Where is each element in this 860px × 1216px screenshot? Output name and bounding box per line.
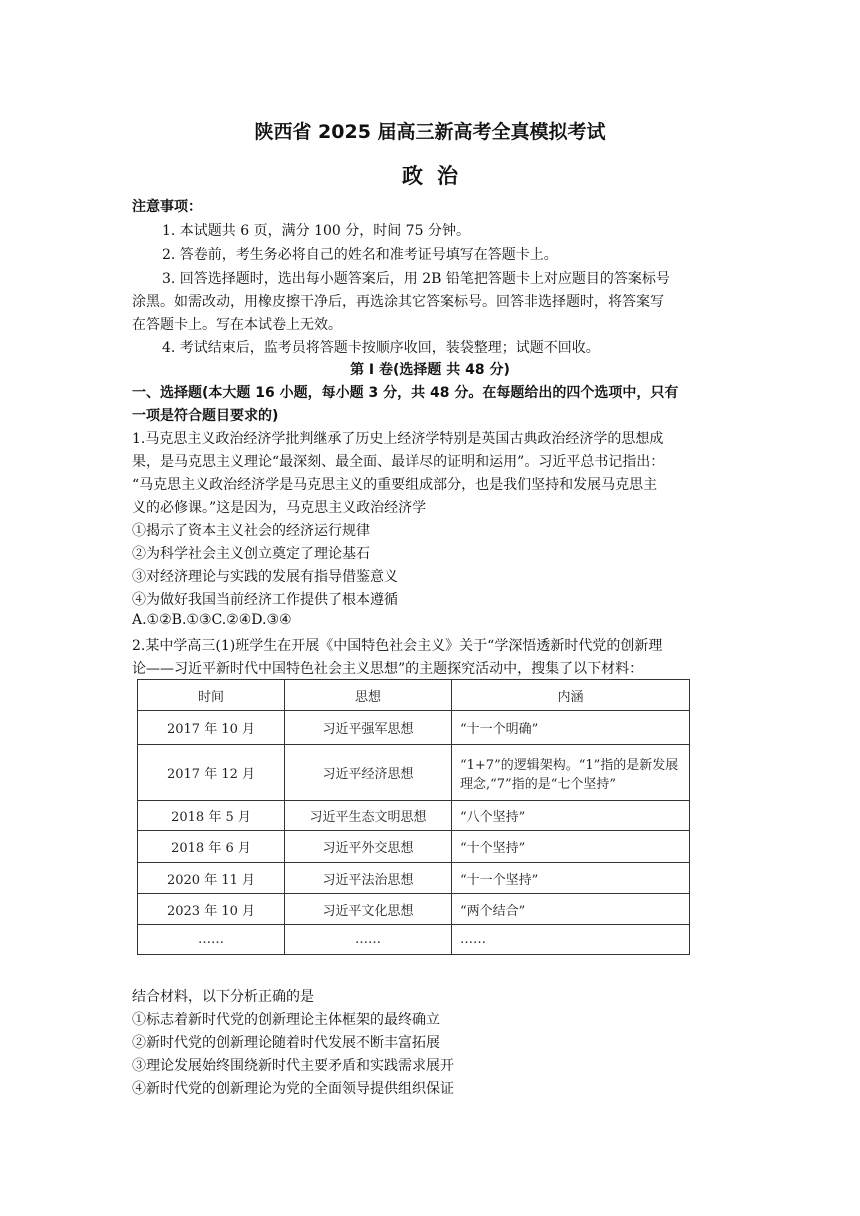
table-header: 思想 (285, 680, 452, 711)
table-cell: “八个坚持” (452, 801, 690, 831)
table-cell: “十一个明确” (452, 711, 690, 745)
q1-option: ②为科学社会主义创立奠定了理论基石 (132, 546, 370, 562)
table-cell: …… (452, 925, 690, 955)
table-cell-line: “1+7”的逻辑架构。“1”指的是新发展 (460, 757, 679, 773)
exam-title: 陕西省 2025 届高三新高考全真模拟考试 (254, 121, 606, 143)
table-row (138, 745, 690, 801)
table-row (138, 863, 690, 894)
part-heading: 第 Ⅰ 卷(选择题 共 48 分) (350, 362, 510, 378)
table-row (138, 711, 690, 745)
table-cell: …… (285, 925, 452, 955)
table-row (138, 801, 690, 831)
q2-option: ②新时代党的创新理论随着时代发展不断丰富拓展 (132, 1035, 440, 1051)
notice-item: 2. 答卷前，考生务必将自己的姓名和准考证号填写在答题卡上。 (162, 247, 558, 263)
table-cell: 习近平生态文明思想 (285, 801, 452, 831)
q2-prompt: 结合材料，以下分析正确的是 (132, 989, 314, 1005)
q1-option: ④为做好我国当前经济工作提供了根本遵循 (132, 592, 398, 608)
q1-option: ③对经济理论与实践的发展有指导借鉴意义 (132, 569, 398, 585)
q1-answers: A.①②B.①③C.②④D.③④ (132, 612, 292, 628)
table-cell: 2018 年 6 月 (138, 831, 285, 863)
material-table (137, 679, 690, 955)
table-cell: 2023 年 10 月 (138, 894, 285, 925)
table-cell: 习近平外交思想 (285, 831, 452, 863)
table-cell: 2020 年 11 月 (138, 863, 285, 894)
table-cell: 2017 年 10 月 (138, 711, 285, 745)
table-header-row (138, 680, 690, 711)
q2-stem: 论——习近平新时代中国特色社会主义思想”的主题探究活动中，搜集了以下材料： (132, 661, 644, 677)
notice-item: 4. 考试结束后，监考员将答题卡按顺序收回，装袋整理；试题不回收。 (162, 340, 600, 356)
table-cell: 习近平经济思想 (285, 745, 452, 801)
table-cell: 2018 年 5 月 (138, 801, 285, 831)
q1-stem: “马克思主义政治经济学是马克思主义的重要组成部分，也是我们坚持和发展马克思主 (132, 477, 658, 493)
q2-option: ①标志着新时代党的创新理论主体框架的最终确立 (132, 1012, 440, 1028)
q1-option: ①揭示了资本主义社会的经济运行规律 (132, 523, 370, 539)
table-cell: “十一个坚持” (452, 863, 690, 894)
q2-option: ③理论发展始终围绕新时代主要矛盾和实践需求展开 (132, 1058, 454, 1074)
q1-stem: 果，是马克思主义理论“最深刻、最全面、最详尽的证明和运用”。习近平总书记指出： (132, 454, 665, 470)
table-row (138, 831, 690, 863)
table-cell-multiline (452, 745, 690, 801)
notice-heading: 注意事项： (132, 199, 202, 215)
table-header: 时间 (138, 680, 285, 711)
table-cell: 2017 年 12 月 (138, 745, 285, 801)
table-cell: “两个结合” (452, 894, 690, 925)
table-cell-line: 理念,“7”指的是“七个坚持” (460, 776, 616, 792)
section-instruction: 一、选择题(本大题 16 小题，每小题 3 分，共 48 分。在每题给出的四个选项中，只有 (132, 385, 679, 401)
subject-title: 政治 (402, 164, 472, 188)
q2-option: ④新时代党的创新理论为党的全面领导提供组织保证 (132, 1081, 454, 1097)
q1-stem: 义的必修课。”这是因为，马克思主义政治经济学 (132, 500, 427, 516)
table-cell: …… (138, 925, 285, 955)
table-cell: 习近平强军思想 (285, 711, 452, 745)
notice-item: 涂黑。如需改动，用橡皮擦干净后，再选涂其它答案标号。回答非选择题时，将答案写 (132, 294, 664, 310)
table-row (138, 925, 690, 955)
notice-item: 3. 回答选择题时，选出每小题答案后，用 2B 铅笔把答题卡上对应题目的答案标号 (162, 271, 670, 287)
table-header: 内涵 (452, 680, 690, 711)
notice-item: 1. 本试题共 6 页，满分 100 分，时间 75 分钟。 (162, 223, 470, 239)
table-cell: 习近平文化思想 (285, 894, 452, 925)
table-cell: 习近平法治思想 (285, 863, 452, 894)
table-row (138, 894, 690, 925)
q2-stem: 2.某中学高三(1)班学生在开展《中国特色社会主义》关于“学深悟透新时代党的创新理 (132, 638, 663, 654)
section-instruction: 一项是符合题目要求的) (132, 408, 279, 424)
q1-stem: 1.马克思主义政治经济学批判继承了历史上经济学特别是英国古典政治经济学的思想成 (132, 431, 664, 447)
table-cell: “十个坚持” (452, 831, 690, 863)
notice-item: 在答题卡上。写在本试卷上无效。 (132, 317, 342, 333)
